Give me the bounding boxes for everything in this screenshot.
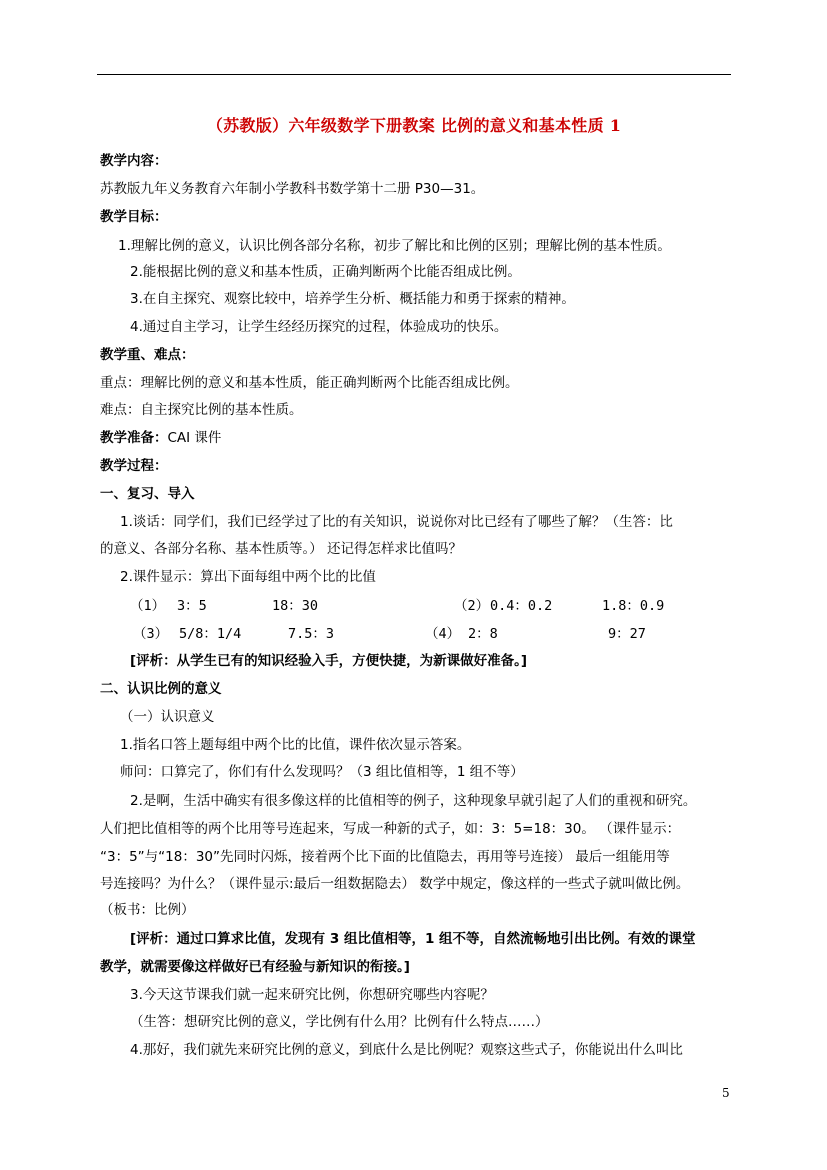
ratio-value: 9：27 [608, 626, 646, 642]
ratio-group-label: （2） [454, 598, 490, 614]
goal-item: 4.通过自主学习，让学生经经历探究的过程，体验成功的快乐。 [130, 319, 508, 335]
ratio-value: 1.8：0.9 [602, 598, 665, 614]
paragraph: 师问：口算完了，你们有什么发现吗？（3 组比值相等，1 组不等） [120, 764, 524, 780]
subsection-heading: （一）认识意义 [120, 709, 215, 725]
key-point: 重点：理解比例的意义和基本性质，能正确判断两个比能否组成比例。 [100, 375, 519, 391]
goal-item: 3.在自主探究、观察比较中，培养学生分析、概括能力和勇于探索的精神。 [130, 291, 575, 307]
ratio-value: 7.5：3 [288, 626, 335, 642]
section2-heading: 二、认识比例的意义 [100, 681, 222, 697]
comment: [评析：通过口算求比值，发现有 3 组比值相等，1 组不等，自然流畅地引出比例。有效的课堂 [130, 931, 696, 947]
content-text: 苏教版九年义务教育六年制小学教科书数学第十二册 P30—31。 [100, 181, 485, 197]
prep-label: 教学准备： [100, 430, 168, 446]
paragraph: 的意义、各部分名称、基本性质等。） 还记得怎样求比值吗？ [100, 541, 463, 557]
paragraph: 2.是啊，生活中确实有很多像这样的比值相等的例子，这种现象早就引起了人们的重视和研究。 [130, 793, 697, 809]
paragraph: 1.指名口答上题每组中两个比的比值，课件依次显示答案。 [120, 737, 471, 753]
goal-item: 1.理解比例的意义，认识比例各部分名称，初步了解比和比例的区别；理解比例的基本性质。 [118, 238, 671, 254]
paragraph: “3：5”与“18：30”先同时闪烁，接着两个比下面的比值隐去，再用等号连接） 最后一组能用等 [100, 849, 670, 865]
prep-line [100, 429, 221, 447]
paragraph: （板书：比例） [100, 902, 195, 918]
goals-heading: 教学目标： [100, 209, 168, 225]
ratio-value: 2：8 [468, 626, 498, 642]
ratio-value: 5/8：1/4 [179, 626, 242, 642]
content-heading: 教学内容： [100, 153, 168, 169]
comment: [评析：从学生已有的知识经验入手，方便快捷，为新课做好准备。] [130, 653, 528, 669]
paragraph: 1.谈话：同学们，我们已经学过了比的有关知识，说说你对比已经有了哪些了解？（生答：比 [120, 514, 673, 530]
ratio-value: 18：30 [272, 598, 319, 614]
process-heading: 教学过程： [100, 458, 168, 474]
ratio-group-label: （1） [130, 598, 166, 614]
goal-item: 2.能根据比例的意义和基本性质，正确判断两个比能否组成比例。 [130, 264, 521, 280]
ratio-value: 3：5 [177, 598, 207, 614]
difficult-point: 难点：自主探究比例的基本性质。 [100, 402, 303, 418]
ratio-value: 0.4：0.2 [490, 598, 553, 614]
page-number: 5 [722, 1086, 730, 1100]
section1-heading: 一、复习、导入 [100, 486, 195, 502]
paragraph: 4.那好，我们就先来研究比例的意义，到底什么是比例呢？观察这些式子，你能说出什么叫比 [130, 1042, 683, 1058]
paragraph: 3.今天这节课我们就一起来研究比例，你想研究哪些内容呢？ [130, 987, 494, 1003]
paragraph: 人们把比值相等的两个比用等号连起来，写成一种新的式子，如：3：5=18：30。 （课件显示： [100, 821, 681, 837]
prep-value: CAI 课件 [167, 430, 222, 446]
paragraph: 2.课件显示：算出下面每组中两个比的比值 [120, 569, 376, 585]
document-title: （苏教版）六年级数学下册教案 比例的意义和基本性质 1 [206, 116, 622, 135]
ratio-group-label: （3） [133, 626, 169, 642]
ratio-group-label: （4） [425, 626, 461, 642]
comment: 教学，就需要像这样做好已有经验与新知识的衔接。] [100, 959, 410, 975]
paragraph: （生答：想研究比例的意义，学比例有什么用？比例有什么特点……） [130, 1014, 549, 1030]
paragraph: 号连接吗？为什么？（课件显示:最后一组数据隐去） 数学中规定，像这样的一些式子就叫做比例。 [100, 876, 690, 892]
keypoints-heading: 教学重、难点： [100, 347, 195, 363]
header-rule [97, 74, 731, 75]
